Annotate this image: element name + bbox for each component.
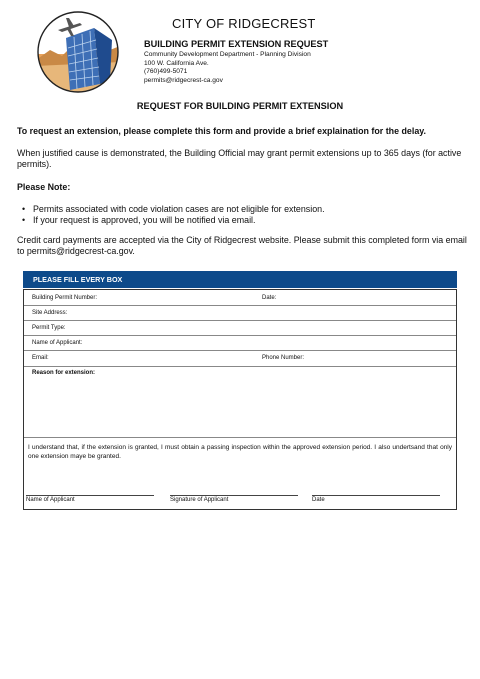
reason-label: Reason for extension: [32,370,96,376]
signature-line[interactable] [170,495,298,496]
city-logo [36,10,120,94]
acknowledgement-text: I understand that, if the extension is granted, I must obtain a passing inspection within the approved extension period. I also undertsand that only one extension maye be granted. [28,444,452,461]
phone-label: Phone Number: [262,355,305,361]
payment-note: Credit card payments are accepted via the City of Ridgecrest website. Please submit this completed form via email to permits@ridgecrest-ca.gov. [17,235,467,256]
page-heading: REQUEST FOR BUILDING PERMIT EXTENSION [136,101,344,111]
email-label: Email: [32,355,49,361]
form-title: BUILDING PERMIT EXTENSION REQUEST [144,39,329,49]
city-name: CITY OF RIDGECREST [172,16,316,31]
permit-form [23,289,457,510]
department-info [144,51,311,85]
sig-signature-label: Signature of Applicant [170,497,229,503]
reason-field[interactable] [24,366,456,438]
note-label: Please Note: [17,182,71,192]
permit-number-label: Building Permit Number: [32,295,98,301]
justified-text: When justified cause is demonstrated, the Building Official may grant permit extensions up to 365 days (for active permits). [17,148,462,169]
sig-name-label: Name of Applicant [26,497,75,503]
sig-date-label: Date [312,497,325,503]
site-address-row[interactable] [24,305,456,321]
name-signature-line[interactable] [26,495,154,496]
form-banner: PLEASE FILL EVERY BOX [23,271,457,288]
department-name: Community Development Department - Planning Division [144,51,311,58]
permit-number-row[interactable] [24,290,456,306]
department-email[interactable]: permits@ridgecrest-ca.gov [144,76,223,84]
intro-text: To request an extension, please complete this form and provide a brief explaination for the delay. [17,126,426,136]
department-address: 100 W. California Ave. [144,59,209,67]
applicant-name-label: Name of Applicant: [32,340,83,346]
list-item: • If your request is approved, you will be notified via email. [22,215,256,226]
contact-row[interactable] [24,350,456,367]
date-signature-line[interactable] [312,495,440,496]
site-address-label: Site Address: [32,310,68,316]
applicant-name-row[interactable] [24,335,456,351]
permit-type-label: Permit Type: [32,325,66,331]
list-item: • Permits associated with code violation cases are not eligible for extension. [22,204,325,214]
department-phone: (760)499-5071 [144,68,188,76]
notes-list [22,204,325,226]
permit-type-row[interactable] [24,320,456,336]
date-label: Date: [262,295,277,301]
